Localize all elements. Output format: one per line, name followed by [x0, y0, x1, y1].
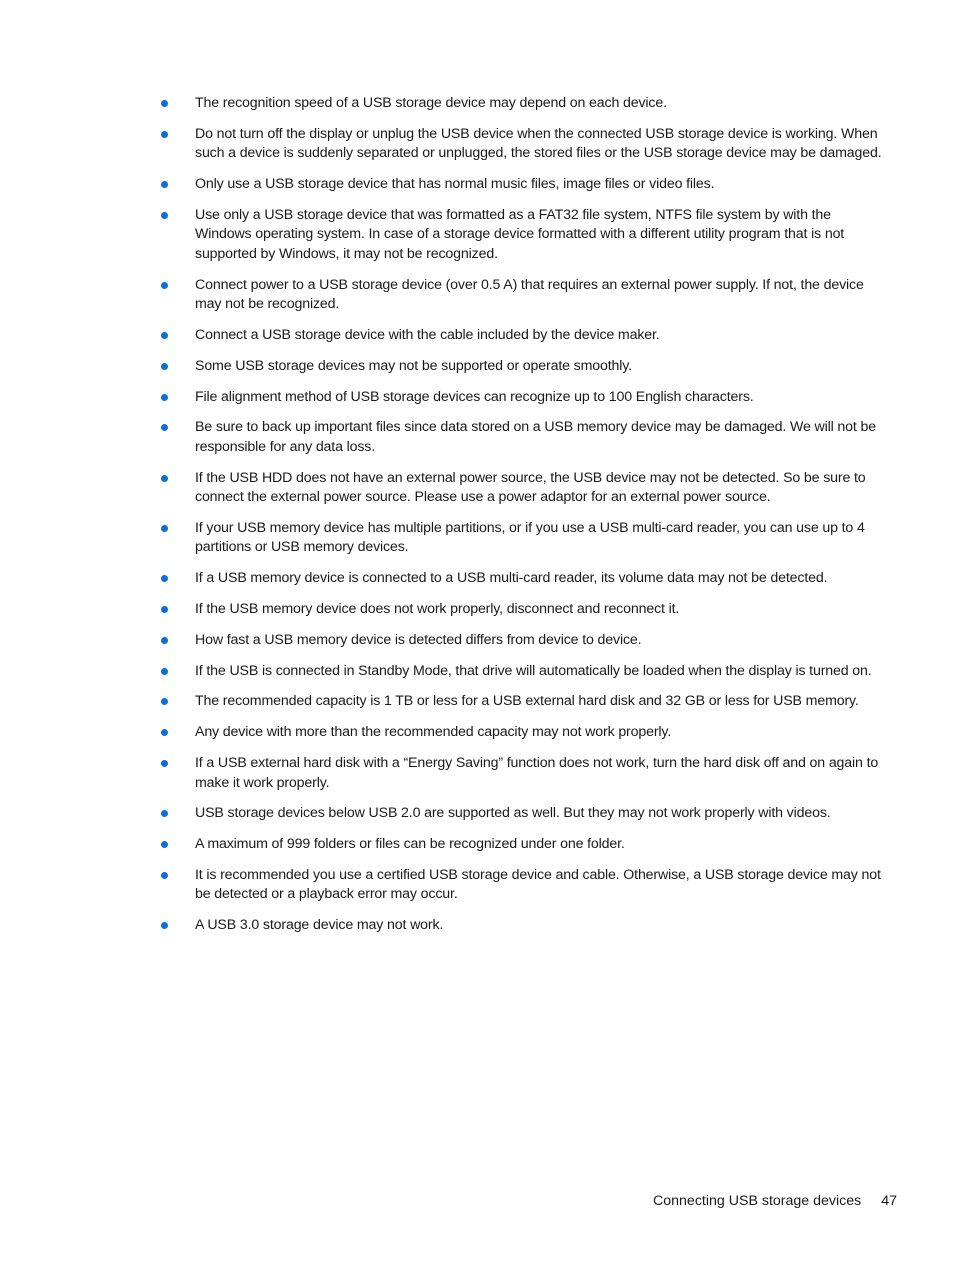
bullet-icon	[161, 181, 168, 188]
bullet-icon	[161, 668, 168, 675]
list-item-text: If the USB HDD does not have an external power source, the USB device may not be detected. So be sure to connect the external power source. Please use a power adaptor for an external power source.	[195, 469, 866, 506]
bullet-icon	[161, 575, 168, 582]
bullet-icon	[161, 841, 168, 848]
list-item-text: USB storage devices below USB 2.0 are supported as well. But they may not work properly with videos.	[195, 805, 831, 822]
list-item-text: The recommended capacity is 1 TB or less for a USB external hard disk and 32 GB or less for USB memory.	[195, 693, 859, 710]
list-item	[158, 94, 884, 114]
list-item-text: File alignment method of USB storage devices can recognize up to 100 English characters.	[195, 388, 754, 405]
list-item-text: The recognition speed of a USB storage device may depend on each device.	[195, 95, 667, 111]
bullet-icon	[161, 637, 168, 644]
bullet-icon	[161, 332, 168, 339]
list-item-text: A maximum of 999 folders or files can be recognized under one folder.	[195, 836, 625, 853]
list-item	[158, 125, 884, 164]
list-item	[158, 723, 884, 743]
list-item	[158, 357, 884, 377]
bullet-icon	[161, 363, 168, 370]
bullet-icon	[161, 394, 168, 401]
list-item	[158, 519, 884, 558]
list-item	[158, 206, 884, 265]
list-item-text: Connect power to a USB storage device (over 0.5 A) that requires an external power supply. If not, the device may not be recognized.	[195, 276, 864, 313]
list-item-text: If a USB external hard disk with a “Energy Saving” function does not work, turn the hard disk off and on again to make it work properly.	[195, 755, 879, 791]
list-item	[158, 866, 884, 905]
bullet-icon	[161, 810, 168, 817]
page-number: 47	[881, 1193, 897, 1209]
list-item	[158, 175, 884, 195]
list-item	[158, 804, 884, 824]
list-item	[158, 469, 884, 508]
list-item-text: A USB 3.0 storage device may not work.	[195, 917, 444, 934]
list-item-text: If the USB is connected in Standby Mode, that drive will automatically be loaded when the display is turned on.	[195, 662, 872, 679]
list-item	[158, 388, 884, 408]
bullet-icon	[161, 872, 168, 879]
footer-section-title: Connecting USB storage devices	[653, 1193, 862, 1209]
list-item	[158, 662, 884, 682]
list-item-text: If the USB memory device does not work properly, disconnect and reconnect it.	[195, 601, 680, 618]
list-item-text: Any device with more than the recommended capacity may not work properly.	[195, 724, 672, 741]
page-footer	[653, 1191, 897, 1211]
list-item	[158, 692, 884, 712]
list-item	[158, 600, 884, 620]
bullet-icon	[161, 606, 168, 613]
list-item	[158, 326, 884, 346]
bullet-icon	[161, 131, 168, 138]
list-item	[158, 631, 884, 651]
list-item	[158, 754, 884, 793]
bullet-icon	[161, 475, 168, 482]
list-item-text: How fast a USB memory device is detected differs from device to device.	[195, 631, 642, 648]
list-item-text: It is recommended you use a certified USB storage device and cable. Otherwise, a USB storage device may not be detected or a playback error may occur.	[195, 866, 881, 903]
list-item	[158, 569, 884, 589]
bullet-icon	[161, 424, 168, 431]
list-item-text: Be sure to back up important files since data stored on a USB memory device may be damaged. We will not be responsible for any data loss.	[195, 419, 876, 455]
bullet-icon	[161, 698, 168, 705]
list-item-text: If your USB memory device has multiple partitions, or if you use a USB multi-card reader, you can use up to 4 partitions or USB memory devices.	[195, 519, 865, 556]
list-item	[158, 276, 884, 315]
list-item-text: Only use a USB storage device that has normal music files, image files or video files.	[195, 176, 715, 193]
bullet-icon	[161, 100, 168, 107]
bullet-icon	[161, 760, 168, 767]
list-item-text: If a USB memory device is connected to a USB multi-card reader, its volume data may not be detected.	[195, 570, 828, 587]
list-item-text: Connect a USB storage device with the cable included by the device maker.	[195, 326, 660, 343]
bullet-icon	[161, 922, 168, 929]
bullet-icon	[161, 525, 168, 532]
bullet-icon	[161, 729, 168, 736]
list-item-text: Use only a USB storage device that was formatted as a FAT32 file system, NTFS file system by with the Windows operating system. In case of a storage device formatted with a different utility program that is not supported by Windows, it may not be recognized.	[195, 206, 845, 262]
list-item-text: Some USB storage devices may not be supported or operate smoothly.	[195, 357, 632, 374]
list-item	[158, 916, 884, 936]
bullet-icon	[161, 212, 168, 219]
list-item	[158, 835, 884, 855]
bullet-icon	[161, 282, 168, 289]
list-item-text: Do not turn off the display or unplug the USB device when the connected USB storage device is working. When such a device is suddenly separated or unplugged, the stored files or the USB storage device may be damaged.	[195, 125, 882, 162]
list-item	[158, 418, 884, 457]
usb-notes-list	[158, 94, 884, 947]
